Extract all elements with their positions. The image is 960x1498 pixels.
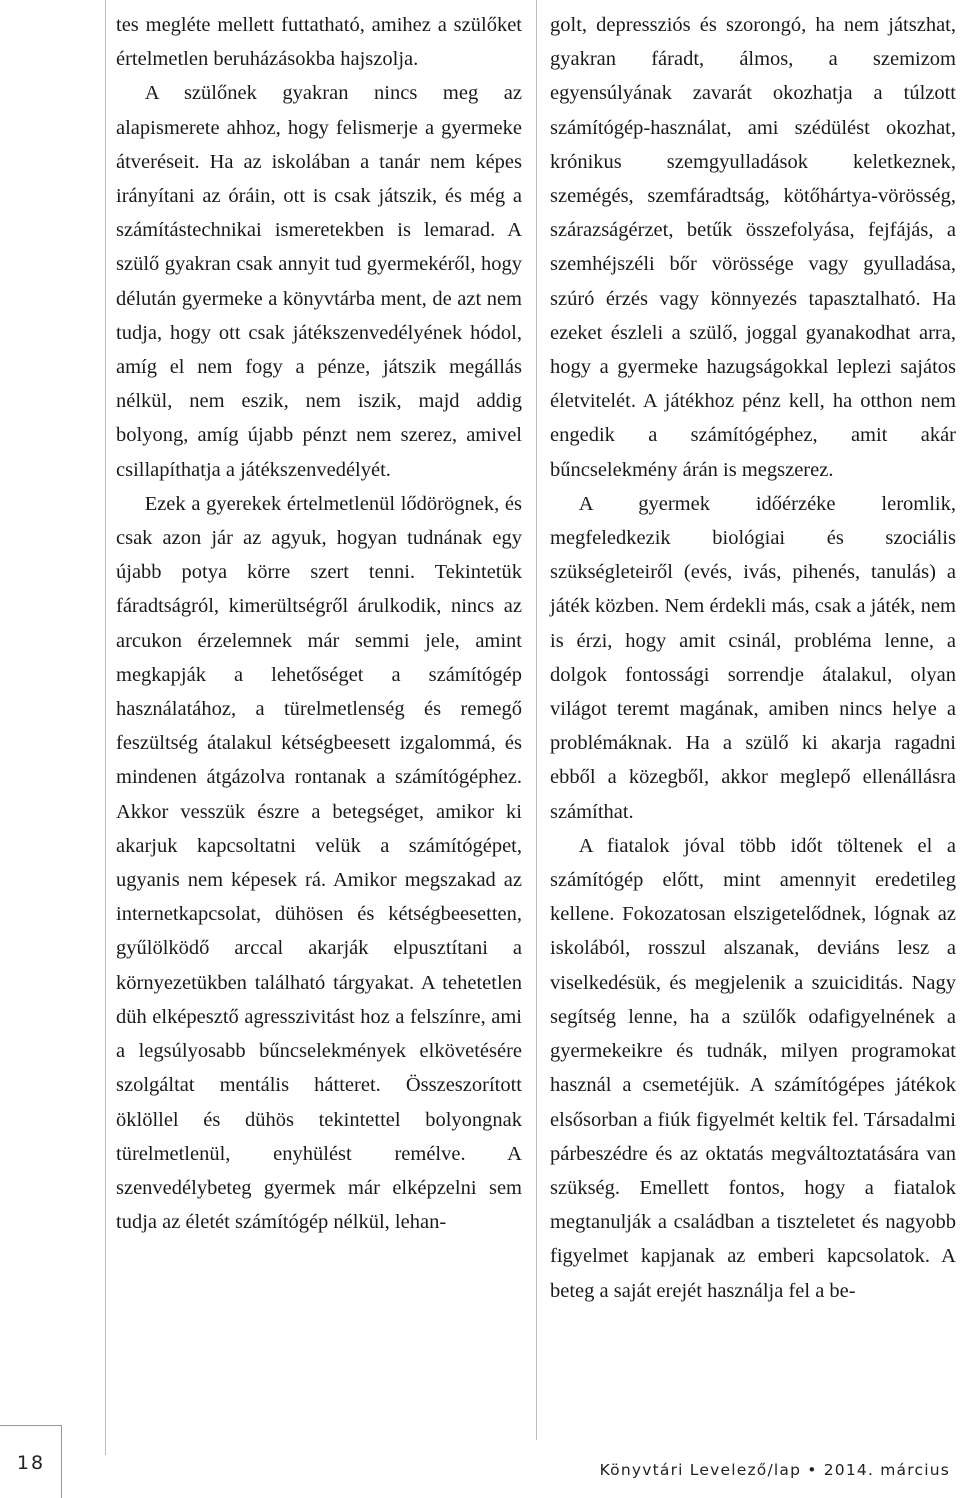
page-number: 18 (16, 1452, 46, 1474)
column-divider (536, 0, 537, 1440)
paragraph: tes megléte mellett futtatható, amihez a szülőket értelmetlen beruházásokba hajszolja. (116, 14, 522, 71)
publication-footer: Könyvtári Levelező/lap • 2014. március (599, 1461, 950, 1479)
paragraph: Ezek a gyerekek értelmetlenül lődörögnek, és csak azon jár az agyuk, hogyan tudnának egy újabb potya körre szert tenni. Tekintetük fáradtságról, kimerültségről árulkodik, nincs az arcukon érzelemnek már semmi jele, amint megkapják a lehetőséget a számítógép használatához, a türelmetlenség és remegő feszültség átalakul kétségbeesett izgalommá, és mindenen átgázolva rontanak a számítógéphez. Akkor vesszük észre a betegséget, amikor ki akarjuk kapcsoltatni velük a számítógépet, ugyanis nem képesek rá. Amikor megszakad az internetkapcsolat, dühösen és kétségbeesetten, gyűlölködő arccal akarják elpusztítani a környezetükben található tárgyakat. A tehetetlen düh elképesztő agresszivitást hoz a felszínre, ami a legsúlyosabb bűncselekmények elkövetésére szolgáltat mentális hátteret. Összeszorított öklöllel és dühös tekintettel bolyongnak türelmetlenül, enyhülést remélve. A szenvedélybeteg gyermek már elképzelni sem tudja az életét számítógép nélkül, lehan- (116, 492, 522, 1234)
paragraph: A fiatalok jóval több időt töltenek el a számítógép előtt, mint amennyit eredetileg kellene. Fokozatosan elszigetelődnek, lógnak az iskolából, rosszul alszanak, deviáns lesz a viselkedésük, és megjelenik a szuiciditás. Nagy segítség lenne, ha a szülők odafigyelnének a gyermekeikre és tudnák, milyen programokat használ a csemetéjük. A számítógépes játékok elsősorban a fiúk figyelmét keltik fel. Társadalmi párbeszédre és az oktatás megváltoztatására van szükség. Emellett fontos, hogy a fiatalok megtanulják a családban a tiszteletet és nagyobb figyelmet kapjanak az emberi kapcsolatok. A beteg a saját erejét használja fel a be- (550, 834, 956, 1302)
right-text-column (550, 8, 956, 1308)
paragraph: golt, depressziós és szorongó, ha nem játszhat, gyakran fáradt, álmos, a szemizom egyensúlyának zavarát okozhatja a túlzott számítógép-használat, ami szédülést okozhat, krónikus szemgyulladások keletkeznek, szemégés, szemfáradtság, kötőhártya-vörösség, szárazságérzet, betűk összefolyása, fejfájás, a szemhéjszéli bőr vörössége vagy gyulladása, szúró érzés vagy könnyezés tapasztalható. Ha ezeket észleli a szülő, joggal gyanakodhat arra, hogy a gyermeke hazugságokkal leplezi sajátos életvitelét. A játékhoz pénz kell, ha otthon nem engedik a számítógéphez, amit akár bűncselekmény árán is megszerez. (550, 14, 956, 481)
paragraph: A szülőnek gyakran nincs meg az alapismerete ahhoz, hogy felismerje a gyermeke átveréseit. Ha az iskolában a tanár nem képes irányítani az óráin, ott is csak játszik, és még a számítástechnikai ismeretekben is lemarad. A szülő gyakran csak annyit tud gyermekéről, hogy délután gyermeke a könyvtárba ment, de azt nem tudja, hogy ott csak játékszenvedélyének hódol, amíg el nem fogy a pénze, játszik megállás nélkül, nem eszik, nem iszik, majd addig bolyong, amíg újabb pénzt nem szerez, amivel csillapíthatja a játékszenvedélyét. (116, 82, 522, 481)
left-text-column (116, 8, 522, 1239)
paragraph: A gyermek időérzéke leromlik, megfeledkezik biológiai és szociális szükségleteiről (evés, ivás, pihenés, tanulás) a játék közben. Nem érdekli más, csak a játék, nem is érzi, hogy amit csinál, probléma lenne, a dolgok fontossági sorrendje átalakul, olyan világot teremt magának, amiben nincs helye a problémáknak. Ha a szülő ki akarja ragadni ebből a közegből, akkor meglepő ellenállásra számíthat. (550, 492, 956, 823)
margin-rule (105, 0, 106, 1455)
